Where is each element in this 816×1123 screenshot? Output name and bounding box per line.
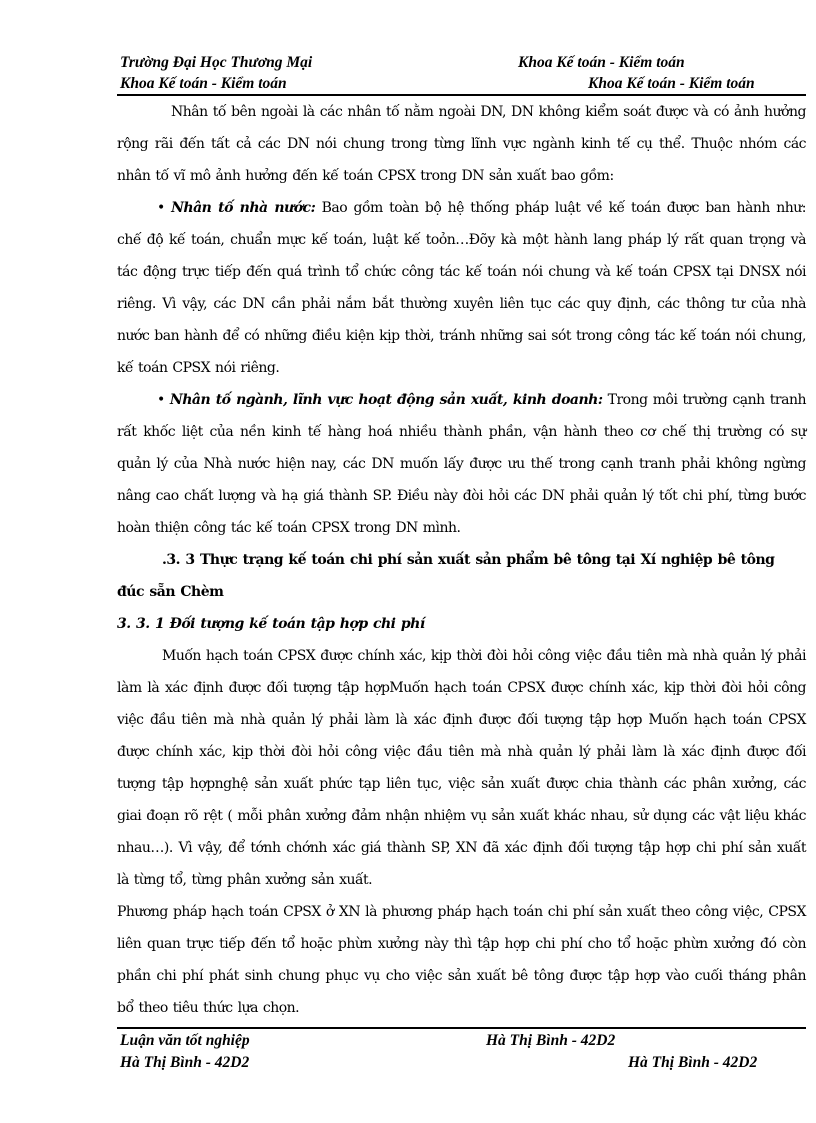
section-heading: .3. 3 Thực trạng kế toán chi phí sản xuất sản phẩm bê tông tại Xí nghiệp bê tông đúc sẵn Chèm bbox=[117, 552, 775, 600]
bullet-industry-label: Nhân tố ngành, lĩnh vực hoạt động sản xuất, kinh doanh: bbox=[169, 392, 603, 408]
header-school-name: Trường Đại Học Thương Mại bbox=[120, 54, 313, 71]
header-faculty-right-2: Khoa Kế toán - Kiểm toán bbox=[588, 75, 755, 92]
footer-thesis-label: Luận văn tốt nghiệp bbox=[120, 1032, 250, 1049]
footer-author-right-2: Hà Thị Bình - 42D2 bbox=[628, 1054, 758, 1071]
footer-author-left: Hà Thị Bình - 42D2 bbox=[120, 1054, 250, 1071]
cost-method-paragraph: Phương pháp hạch toán CPSX ở XN là phương pháp hạch toán chi phí sản xuất theo công việc, CPSX liên quan trực tiếp đến tổ hoặc phừn xưởng này thì tập hợp chi phí cho tổ hoặc phừn xưởng đó còn phần chi phí phát sinh chung phục vụ cho việc sản xuất bê tông được tập hợp vào cuối tháng phân bổ theo tiêu thức lựa chọn. bbox=[117, 904, 806, 1016]
intro-paragraph: Nhân tố bên ngoài là các nhân tố nằm ngoài DN, DN không kiểm soát được và có ảnh hưởng rộng rãi đến tất cả các DN nói chung trong từng lĩnh vực ngành kinh tế cụ thể. Thuộc nhóm các nhân tố vĩ mô ảnh hưởng đến kế toán CPSX trong DN sản xuất bao gồm: bbox=[117, 104, 806, 184]
subsection-heading: 3. 3. 1 Đối tượng kế toán tập hợp chi phí bbox=[117, 616, 425, 632]
footer-rule bbox=[117, 1027, 806, 1029]
bullet-dot: • bbox=[157, 392, 170, 408]
bullet-industry-factor bbox=[117, 384, 806, 544]
footer-author-right: Hà Thị Bình - 42D2 bbox=[486, 1032, 616, 1049]
bullet-state-label: Nhân tố nhà nước: bbox=[171, 200, 316, 216]
page-body bbox=[117, 96, 806, 1024]
bullet-industry-text: Trong môi trường cạnh tranh rất khốc liệt của nền kinh tế hàng hoá nhiều thành phần, vận hành theo cơ chế thị trường có sự quản lý của Nhà nước hiện nay, các DN muốn lấy được ưu thế trong cạnh tranh phải không ngừng nâng cao chất lượng và hạ giá thành SP. Điều này đòi hỏi các DN phải quản lý tốt chi phí, từng bước hoàn thiện công tác kế toán CPSX trong DN mình. bbox=[117, 392, 806, 536]
cost-object-paragraph: Muốn hạch toán CPSX được chính xác, kịp thời đòi hỏi công việc đầu tiên mà nhà quản lý phải làm là xác định được đối tượng tập hợpMuốn hạch toán CPSX được chính xác, kịp thời đòi hỏi công việc đầu tiên mà nhà quản lý phải làm là xác định được đối tượng tập hợp Muốn hạch toán CPSX được chính xác, kịp thời đòi hỏi công việc đầu tiên mà nhà quản lý phải làm là xác định được đối tượng tập hợpnghệ sản xuất phức tạp liên tục, việc sản xuất được chia thành các phân xưởng, các giai đoạn rõ rệt ( mỗi phân xưởng đảm nhận nhiệm vụ sản xuất khác nhau, sử dụng các vật liệu khác nhau…). Vì vậy, để tớnh chớnh xác giá thành SP, XN đã xác định đối tượng tập hợp chi phí sản xuất là từng tổ, từng phân xưởng sản xuất. bbox=[117, 648, 806, 888]
bullet-dot: • bbox=[157, 200, 172, 216]
header-faculty-left: Khoa Kế toán - Kiểm toán bbox=[120, 75, 287, 92]
bullet-state-text: Bao gồm toàn bộ hệ thống pháp luật về kế toán được ban hành như: chế độ kế toán, chuẩn mực kế toán, luật kế toỏn…Đõy kà một hành lang pháp lý rất quan trọng và tác động trực tiếp đến quá trình tổ chức công tác kế toán nói chung và kế toán CPSX tại DNSX nói riêng. Vì vậy, các DN cần phải nắm bắt thường xuyên liên tục các quy định, các thông tư của nhà nước ban hành để có những điều kiện kịp thời, tránh những sai sót trong công tác kế toán nói chung, kế toán CPSX nói riêng. bbox=[117, 200, 807, 376]
header-faculty-right: Khoa Kế toán - Kiểm toán bbox=[518, 54, 685, 71]
bullet-state-factor bbox=[117, 192, 806, 384]
